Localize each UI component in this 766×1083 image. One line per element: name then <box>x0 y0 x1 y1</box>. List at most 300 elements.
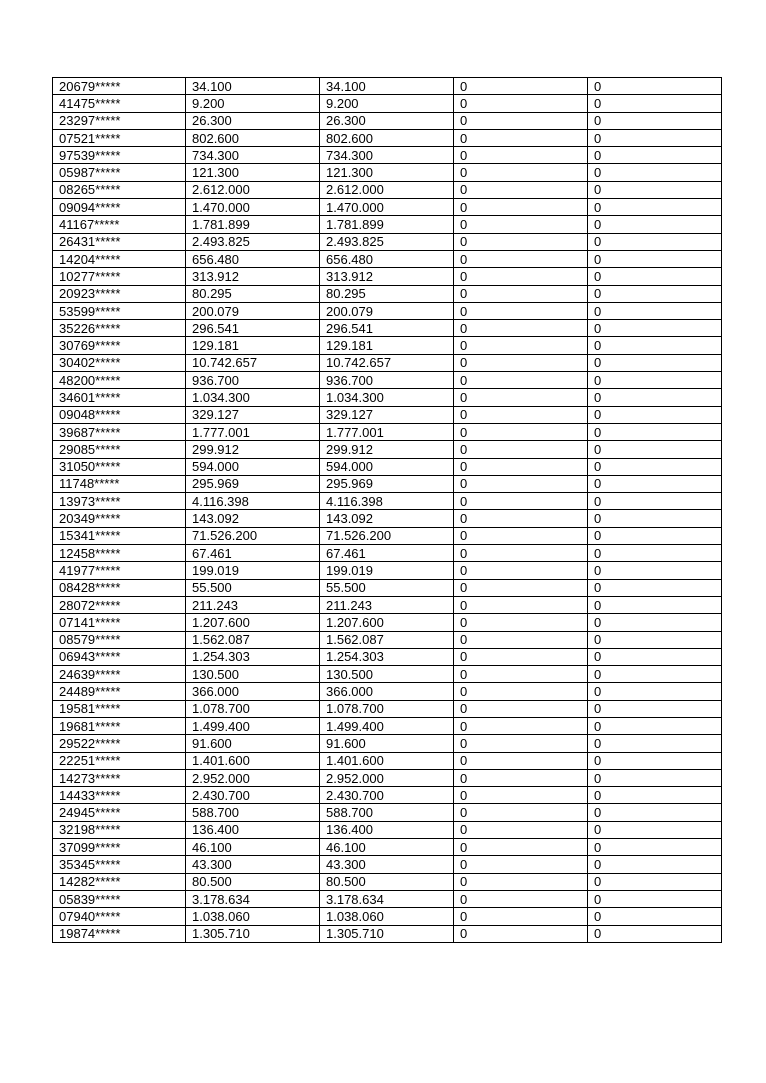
zero-cell-b: 0 <box>588 441 722 458</box>
zero-cell-b: 0 <box>588 268 722 285</box>
zero-cell-b: 0 <box>588 596 722 613</box>
zero-cell-a: 0 <box>454 372 588 389</box>
table-row <box>53 717 722 734</box>
amount-cell: 91.600 <box>186 735 320 752</box>
zero-cell-b: 0 <box>588 631 722 648</box>
id-cell: 35226***** <box>53 320 186 337</box>
zero-cell-b: 0 <box>588 856 722 873</box>
table-row <box>53 631 722 648</box>
zero-cell-a: 0 <box>454 147 588 164</box>
table-row <box>53 406 722 423</box>
id-cell: 24489***** <box>53 683 186 700</box>
zero-cell-a: 0 <box>454 769 588 786</box>
zero-cell-b: 0 <box>588 95 722 112</box>
table-row <box>53 95 722 112</box>
zero-cell-a: 0 <box>454 493 588 510</box>
zero-cell-b: 0 <box>588 700 722 717</box>
amount-repeat-cell: 802.600 <box>320 129 454 146</box>
id-cell: 24639***** <box>53 666 186 683</box>
id-cell: 09048***** <box>53 406 186 423</box>
zero-cell-a: 0 <box>454 320 588 337</box>
id-cell: 14204***** <box>53 250 186 267</box>
amount-repeat-cell: 1.401.600 <box>320 752 454 769</box>
zero-cell-a: 0 <box>454 441 588 458</box>
amount-cell: 2.612.000 <box>186 181 320 198</box>
amount-cell: 34.100 <box>186 78 320 95</box>
zero-cell-b: 0 <box>588 250 722 267</box>
zero-cell-a: 0 <box>454 804 588 821</box>
amount-repeat-cell: 80.295 <box>320 285 454 302</box>
amount-repeat-cell: 1.499.400 <box>320 717 454 734</box>
amount-repeat-cell: 67.461 <box>320 545 454 562</box>
id-cell: 23297***** <box>53 112 186 129</box>
amount-repeat-cell: 46.100 <box>320 839 454 856</box>
id-cell: 05987***** <box>53 164 186 181</box>
amount-repeat-cell: 143.092 <box>320 510 454 527</box>
table-row <box>53 78 722 95</box>
amount-cell: 80.500 <box>186 873 320 890</box>
zero-cell-a: 0 <box>454 614 588 631</box>
amount-cell: 2.493.825 <box>186 233 320 250</box>
table-row <box>53 839 722 856</box>
table-row <box>53 129 722 146</box>
zero-cell-b: 0 <box>588 735 722 752</box>
table-row <box>53 164 722 181</box>
amount-repeat-cell: 588.700 <box>320 804 454 821</box>
id-cell: 31050***** <box>53 458 186 475</box>
amount-repeat-cell: 211.243 <box>320 596 454 613</box>
zero-cell-a: 0 <box>454 562 588 579</box>
amount-cell: 1.777.001 <box>186 423 320 440</box>
amount-cell: 4.116.398 <box>186 493 320 510</box>
amount-cell: 3.178.634 <box>186 890 320 907</box>
id-cell: 41977***** <box>53 562 186 579</box>
table-row <box>53 423 722 440</box>
id-cell: 09094***** <box>53 199 186 216</box>
zero-cell-a: 0 <box>454 510 588 527</box>
amount-cell: 1.470.000 <box>186 199 320 216</box>
amount-cell: 329.127 <box>186 406 320 423</box>
amount-repeat-cell: 936.700 <box>320 372 454 389</box>
amount-repeat-cell: 2.612.000 <box>320 181 454 198</box>
zero-cell-b: 0 <box>588 562 722 579</box>
zero-cell-a: 0 <box>454 545 588 562</box>
amount-cell: 136.400 <box>186 821 320 838</box>
amount-cell: 936.700 <box>186 372 320 389</box>
amount-repeat-cell: 2.493.825 <box>320 233 454 250</box>
zero-cell-b: 0 <box>588 804 722 821</box>
amount-repeat-cell: 313.912 <box>320 268 454 285</box>
zero-cell-b: 0 <box>588 683 722 700</box>
table-row <box>53 216 722 233</box>
zero-cell-a: 0 <box>454 787 588 804</box>
id-cell: 30402***** <box>53 354 186 371</box>
zero-cell-a: 0 <box>454 735 588 752</box>
amount-cell: 594.000 <box>186 458 320 475</box>
zero-cell-a: 0 <box>454 839 588 856</box>
amount-cell: 43.300 <box>186 856 320 873</box>
id-cell: 20349***** <box>53 510 186 527</box>
zero-cell-a: 0 <box>454 78 588 95</box>
table-row <box>53 233 722 250</box>
amount-repeat-cell: 130.500 <box>320 666 454 683</box>
zero-cell-a: 0 <box>454 164 588 181</box>
amount-cell: 656.480 <box>186 250 320 267</box>
amount-repeat-cell: 1.034.300 <box>320 389 454 406</box>
amount-repeat-cell: 1.781.899 <box>320 216 454 233</box>
id-cell: 41167***** <box>53 216 186 233</box>
zero-cell-b: 0 <box>588 873 722 890</box>
amount-cell: 588.700 <box>186 804 320 821</box>
amount-cell: 80.295 <box>186 285 320 302</box>
table-row <box>53 769 722 786</box>
table-row <box>53 752 722 769</box>
id-cell: 39687***** <box>53 423 186 440</box>
amount-repeat-cell: 1.207.600 <box>320 614 454 631</box>
zero-cell-b: 0 <box>588 320 722 337</box>
zero-cell-a: 0 <box>454 856 588 873</box>
zero-cell-a: 0 <box>454 631 588 648</box>
amount-repeat-cell: 1.470.000 <box>320 199 454 216</box>
amount-cell: 143.092 <box>186 510 320 527</box>
table-row <box>53 320 722 337</box>
amount-repeat-cell: 136.400 <box>320 821 454 838</box>
id-cell: 34601***** <box>53 389 186 406</box>
id-cell: 48200***** <box>53 372 186 389</box>
zero-cell-b: 0 <box>588 199 722 216</box>
zero-cell-a: 0 <box>454 302 588 319</box>
data-table <box>52 77 722 943</box>
zero-cell-b: 0 <box>588 614 722 631</box>
table-row <box>53 389 722 406</box>
zero-cell-b: 0 <box>588 354 722 371</box>
table-row <box>53 683 722 700</box>
amount-repeat-cell: 1.562.087 <box>320 631 454 648</box>
id-cell: 08265***** <box>53 181 186 198</box>
zero-cell-a: 0 <box>454 700 588 717</box>
table-row <box>53 475 722 492</box>
table-row <box>53 441 722 458</box>
amount-cell: 200.079 <box>186 302 320 319</box>
id-cell: 08579***** <box>53 631 186 648</box>
amount-cell: 1.499.400 <box>186 717 320 734</box>
amount-cell: 46.100 <box>186 839 320 856</box>
table-row <box>53 787 722 804</box>
amount-cell: 1.254.303 <box>186 648 320 665</box>
table-row <box>53 562 722 579</box>
zero-cell-a: 0 <box>454 925 588 942</box>
zero-cell-b: 0 <box>588 475 722 492</box>
id-cell: 41475***** <box>53 95 186 112</box>
amount-repeat-cell: 2.952.000 <box>320 769 454 786</box>
table-row <box>53 354 722 371</box>
zero-cell-a: 0 <box>454 112 588 129</box>
table-row <box>53 890 722 907</box>
id-cell: 26431***** <box>53 233 186 250</box>
zero-cell-a: 0 <box>454 233 588 250</box>
id-cell: 19681***** <box>53 717 186 734</box>
amount-cell: 295.969 <box>186 475 320 492</box>
zero-cell-a: 0 <box>454 458 588 475</box>
table-row <box>53 545 722 562</box>
zero-cell-b: 0 <box>588 545 722 562</box>
id-cell: 15341***** <box>53 527 186 544</box>
id-cell: 97539***** <box>53 147 186 164</box>
amount-repeat-cell: 594.000 <box>320 458 454 475</box>
zero-cell-a: 0 <box>454 354 588 371</box>
id-cell: 06943***** <box>53 648 186 665</box>
amount-repeat-cell: 4.116.398 <box>320 493 454 510</box>
amount-repeat-cell: 9.200 <box>320 95 454 112</box>
amount-cell: 2.430.700 <box>186 787 320 804</box>
zero-cell-a: 0 <box>454 527 588 544</box>
table-row <box>53 147 722 164</box>
zero-cell-b: 0 <box>588 147 722 164</box>
id-cell: 12458***** <box>53 545 186 562</box>
amount-repeat-cell: 295.969 <box>320 475 454 492</box>
id-cell: 19874***** <box>53 925 186 942</box>
amount-cell: 1.078.700 <box>186 700 320 717</box>
amount-cell: 734.300 <box>186 147 320 164</box>
amount-repeat-cell: 26.300 <box>320 112 454 129</box>
table-row <box>53 268 722 285</box>
id-cell: 07940***** <box>53 908 186 925</box>
amount-repeat-cell: 656.480 <box>320 250 454 267</box>
zero-cell-b: 0 <box>588 493 722 510</box>
table-row <box>53 372 722 389</box>
amount-cell: 366.000 <box>186 683 320 700</box>
table-row <box>53 302 722 319</box>
id-cell: 29522***** <box>53 735 186 752</box>
amount-repeat-cell: 734.300 <box>320 147 454 164</box>
amount-cell: 121.300 <box>186 164 320 181</box>
id-cell: 30769***** <box>53 337 186 354</box>
zero-cell-a: 0 <box>454 752 588 769</box>
id-cell: 07521***** <box>53 129 186 146</box>
table-row <box>53 873 722 890</box>
table-row <box>53 510 722 527</box>
table-row <box>53 648 722 665</box>
table-row <box>53 112 722 129</box>
zero-cell-a: 0 <box>454 821 588 838</box>
id-cell: 07141***** <box>53 614 186 631</box>
id-cell: 13973***** <box>53 493 186 510</box>
amount-cell: 130.500 <box>186 666 320 683</box>
zero-cell-a: 0 <box>454 250 588 267</box>
amount-repeat-cell: 129.181 <box>320 337 454 354</box>
amount-cell: 71.526.200 <box>186 527 320 544</box>
id-cell: 20923***** <box>53 285 186 302</box>
zero-cell-a: 0 <box>454 717 588 734</box>
zero-cell-a: 0 <box>454 423 588 440</box>
amount-repeat-cell: 1.305.710 <box>320 925 454 942</box>
zero-cell-a: 0 <box>454 181 588 198</box>
id-cell: 10277***** <box>53 268 186 285</box>
amount-repeat-cell: 71.526.200 <box>320 527 454 544</box>
amount-repeat-cell: 91.600 <box>320 735 454 752</box>
table-row <box>53 596 722 613</box>
amount-cell: 211.243 <box>186 596 320 613</box>
id-cell: 05839***** <box>53 890 186 907</box>
amount-repeat-cell: 296.541 <box>320 320 454 337</box>
table-row <box>53 666 722 683</box>
zero-cell-a: 0 <box>454 873 588 890</box>
amount-repeat-cell: 200.079 <box>320 302 454 319</box>
zero-cell-b: 0 <box>588 406 722 423</box>
id-cell: 28072***** <box>53 596 186 613</box>
table-row <box>53 458 722 475</box>
id-cell: 08428***** <box>53 579 186 596</box>
table-row <box>53 493 722 510</box>
zero-cell-b: 0 <box>588 925 722 942</box>
zero-cell-a: 0 <box>454 648 588 665</box>
amount-repeat-cell: 329.127 <box>320 406 454 423</box>
zero-cell-a: 0 <box>454 337 588 354</box>
amount-cell: 9.200 <box>186 95 320 112</box>
amount-repeat-cell: 1.038.060 <box>320 908 454 925</box>
zero-cell-b: 0 <box>588 389 722 406</box>
zero-cell-b: 0 <box>588 839 722 856</box>
amount-repeat-cell: 80.500 <box>320 873 454 890</box>
amount-cell: 1.401.600 <box>186 752 320 769</box>
table-row <box>53 804 722 821</box>
id-cell: 14433***** <box>53 787 186 804</box>
table-row <box>53 250 722 267</box>
table-row <box>53 527 722 544</box>
zero-cell-a: 0 <box>454 95 588 112</box>
zero-cell-a: 0 <box>454 579 588 596</box>
zero-cell-b: 0 <box>588 752 722 769</box>
amount-cell: 313.912 <box>186 268 320 285</box>
zero-cell-b: 0 <box>588 423 722 440</box>
amount-cell: 67.461 <box>186 545 320 562</box>
table-row <box>53 181 722 198</box>
zero-cell-b: 0 <box>588 337 722 354</box>
table-row <box>53 199 722 216</box>
id-cell: 24945***** <box>53 804 186 821</box>
table-row <box>53 285 722 302</box>
table-row <box>53 579 722 596</box>
id-cell: 22251***** <box>53 752 186 769</box>
zero-cell-b: 0 <box>588 787 722 804</box>
id-cell: 53599***** <box>53 302 186 319</box>
id-cell: 35345***** <box>53 856 186 873</box>
zero-cell-a: 0 <box>454 666 588 683</box>
table-row <box>53 337 722 354</box>
amount-repeat-cell: 1.078.700 <box>320 700 454 717</box>
amount-cell: 296.541 <box>186 320 320 337</box>
zero-cell-a: 0 <box>454 389 588 406</box>
amount-repeat-cell: 10.742.657 <box>320 354 454 371</box>
zero-cell-a: 0 <box>454 285 588 302</box>
zero-cell-a: 0 <box>454 683 588 700</box>
table-row <box>53 700 722 717</box>
table-row <box>53 925 722 942</box>
amount-cell: 802.600 <box>186 129 320 146</box>
amount-repeat-cell: 121.300 <box>320 164 454 181</box>
id-cell: 20679***** <box>53 78 186 95</box>
table-row <box>53 908 722 925</box>
amount-repeat-cell: 2.430.700 <box>320 787 454 804</box>
zero-cell-b: 0 <box>588 458 722 475</box>
id-cell: 14282***** <box>53 873 186 890</box>
zero-cell-a: 0 <box>454 406 588 423</box>
zero-cell-a: 0 <box>454 199 588 216</box>
table-row <box>53 614 722 631</box>
amount-cell: 1.207.600 <box>186 614 320 631</box>
table-row <box>53 821 722 838</box>
id-cell: 11748***** <box>53 475 186 492</box>
zero-cell-b: 0 <box>588 285 722 302</box>
zero-cell-b: 0 <box>588 717 722 734</box>
amount-cell: 1.038.060 <box>186 908 320 925</box>
amount-repeat-cell: 299.912 <box>320 441 454 458</box>
amount-repeat-cell: 366.000 <box>320 683 454 700</box>
table-row <box>53 856 722 873</box>
zero-cell-b: 0 <box>588 821 722 838</box>
amount-repeat-cell: 34.100 <box>320 78 454 95</box>
zero-cell-a: 0 <box>454 890 588 907</box>
zero-cell-a: 0 <box>454 216 588 233</box>
amount-repeat-cell: 55.500 <box>320 579 454 596</box>
amount-cell: 10.742.657 <box>186 354 320 371</box>
zero-cell-b: 0 <box>588 129 722 146</box>
zero-cell-b: 0 <box>588 527 722 544</box>
zero-cell-b: 0 <box>588 216 722 233</box>
amount-repeat-cell: 199.019 <box>320 562 454 579</box>
table-body <box>53 78 722 943</box>
zero-cell-b: 0 <box>588 112 722 129</box>
zero-cell-b: 0 <box>588 78 722 95</box>
amount-cell: 2.952.000 <box>186 769 320 786</box>
amount-cell: 55.500 <box>186 579 320 596</box>
zero-cell-b: 0 <box>588 579 722 596</box>
zero-cell-b: 0 <box>588 908 722 925</box>
zero-cell-b: 0 <box>588 666 722 683</box>
zero-cell-b: 0 <box>588 648 722 665</box>
amount-repeat-cell: 1.254.303 <box>320 648 454 665</box>
zero-cell-b: 0 <box>588 181 722 198</box>
amount-cell: 1.781.899 <box>186 216 320 233</box>
amount-cell: 299.912 <box>186 441 320 458</box>
zero-cell-a: 0 <box>454 475 588 492</box>
zero-cell-a: 0 <box>454 908 588 925</box>
amount-cell: 1.562.087 <box>186 631 320 648</box>
id-cell: 14273***** <box>53 769 186 786</box>
amount-cell: 26.300 <box>186 112 320 129</box>
id-cell: 29085***** <box>53 441 186 458</box>
amount-cell: 1.305.710 <box>186 925 320 942</box>
amount-cell: 199.019 <box>186 562 320 579</box>
zero-cell-b: 0 <box>588 164 722 181</box>
id-cell: 37099***** <box>53 839 186 856</box>
amount-repeat-cell: 3.178.634 <box>320 890 454 907</box>
zero-cell-a: 0 <box>454 268 588 285</box>
id-cell: 19581***** <box>53 700 186 717</box>
zero-cell-b: 0 <box>588 233 722 250</box>
table-row <box>53 735 722 752</box>
amount-cell: 129.181 <box>186 337 320 354</box>
zero-cell-b: 0 <box>588 769 722 786</box>
zero-cell-b: 0 <box>588 510 722 527</box>
zero-cell-a: 0 <box>454 596 588 613</box>
zero-cell-b: 0 <box>588 372 722 389</box>
amount-cell: 1.034.300 <box>186 389 320 406</box>
amount-repeat-cell: 43.300 <box>320 856 454 873</box>
zero-cell-b: 0 <box>588 890 722 907</box>
id-cell: 32198***** <box>53 821 186 838</box>
amount-repeat-cell: 1.777.001 <box>320 423 454 440</box>
